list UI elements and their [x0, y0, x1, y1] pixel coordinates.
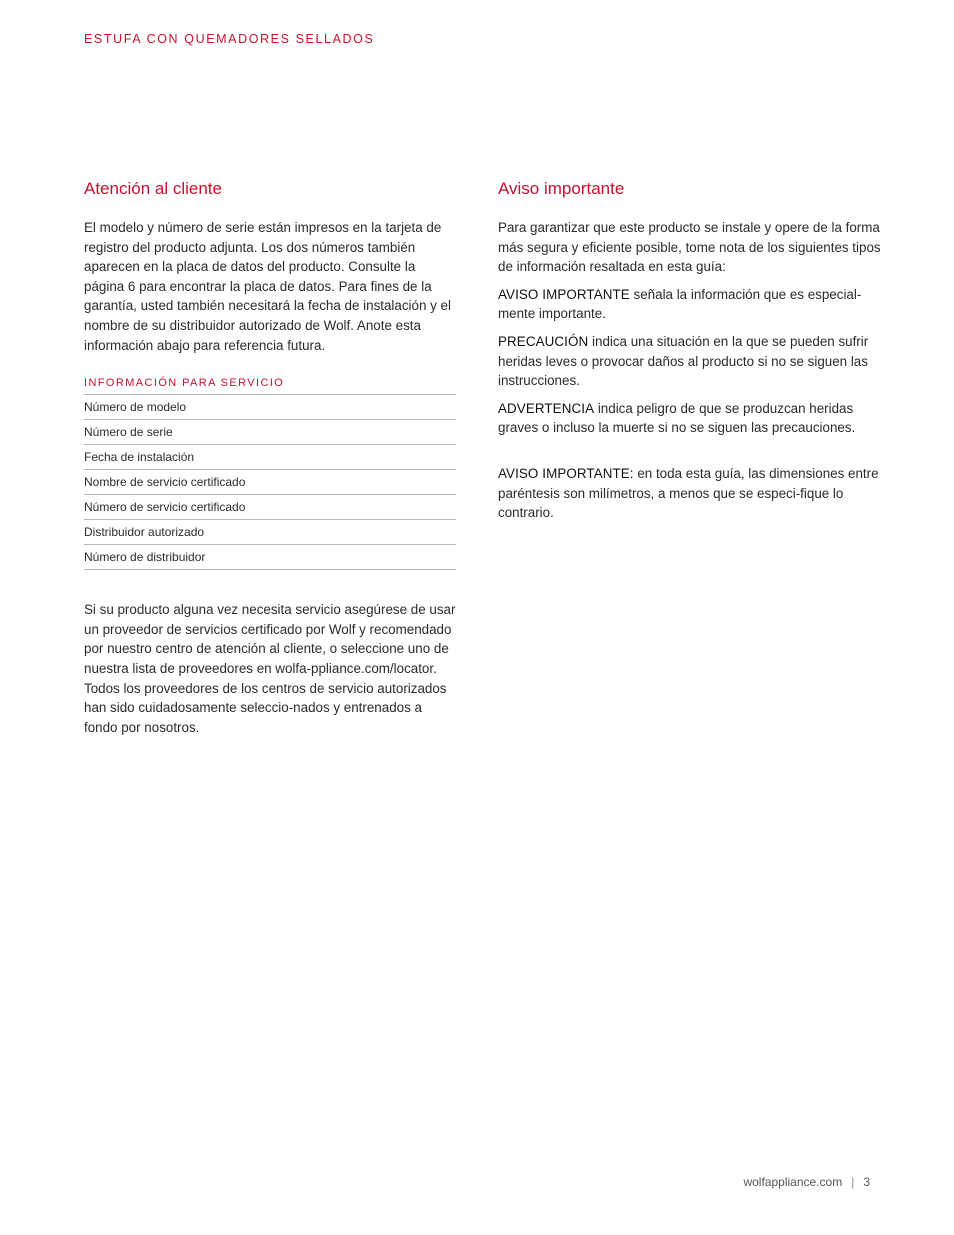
notice-term-dimensions: AVISO IMPORTANTE:	[498, 465, 634, 481]
important-notice-section	[498, 178, 882, 531]
service-row-dealer-number: Número de distribuidor	[84, 545, 456, 570]
page-number: 3	[863, 1175, 870, 1189]
customer-care-section	[84, 178, 456, 737]
important-notice-title: Aviso importante	[498, 179, 625, 198]
service-info-heading: INFORMACIÓN PARA SERVICIO	[84, 377, 456, 395]
service-info-table	[84, 395, 456, 570]
notice-caution	[498, 332, 882, 391]
footer-separator: |	[851, 1175, 855, 1189]
customer-care-intro: El modelo y número de serie están impresos en la tarjeta de registro del producto adjunta. Los dos números también aparecen en la placa de datos del producto. Consulte la página 6 para encontrar la placa de datos. Para fines de la garantía, usted también necesitará la fecha de instalación y el nombre de su distribuidor autorizado de Wolf. Anote esta información abajo para referencia futura.	[84, 220, 451, 353]
notice-term-important: AVISO IMPORTANTE	[498, 286, 630, 302]
notice-dimensions	[498, 464, 882, 523]
page-footer	[743, 1175, 870, 1189]
notice-text-caution: indica una situación en la que se pueden sufrir heridas leves o provocar daños al producto si no se siguen las instrucciones.	[498, 333, 869, 389]
notice-term-caution: PRECAUCIÓN	[498, 333, 589, 349]
service-row-serial-number: Número de serie	[84, 420, 456, 445]
customer-care-title: Atención al cliente	[84, 179, 222, 198]
service-row-authorized-dealer: Distribuidor autorizado	[84, 520, 456, 545]
important-notice-intro: Para garantizar que este producto se instale y opere de la forma más segura y eficiente posible, tome nota de los siguientes tipos de información resaltada en esta guía:	[498, 220, 881, 275]
running-header: ESTUFA CON QUEMADORES SELLADOS	[84, 32, 375, 46]
notice-important	[498, 285, 882, 324]
footer-website: wolfappliance.com	[743, 1175, 843, 1189]
service-row-certified-service-name: Nombre de servicio certificado	[84, 470, 456, 495]
notice-term-warning: ADVERTENCIA	[498, 400, 595, 416]
notice-text-dimensions: en toda esta guía, las dimensiones entre paréntesis son milímetros, a menos que se especi-fique lo contrario.	[498, 465, 879, 521]
service-row-certified-service-number: Número de servicio certificado	[84, 495, 456, 520]
service-row-model-number: Número de modelo	[84, 395, 456, 420]
service-provider-paragraph: Si su producto alguna vez necesita servicio asegúrese de usar un proveedor de servicios certificado por Wolf y recomendado por nuestro centro de atención al cliente, o seleccione uno de nuestra lista de proveedores en wolfa-ppliance.com/locator. Todos los proveedores de los centros de servicio autorizados han sido cuidadosamente seleccio-nados y entrenados a fondo por nosotros.	[84, 602, 456, 735]
notice-text-warning: indica peligro de que se produzcan heridas graves o incluso la muerte si no se siguen las precauciones.	[498, 400, 856, 436]
notice-warning	[498, 399, 882, 438]
notice-text-important: señala la información que es especial-mente importante.	[498, 286, 862, 322]
service-row-installation-date: Fecha de instalación	[84, 445, 456, 470]
